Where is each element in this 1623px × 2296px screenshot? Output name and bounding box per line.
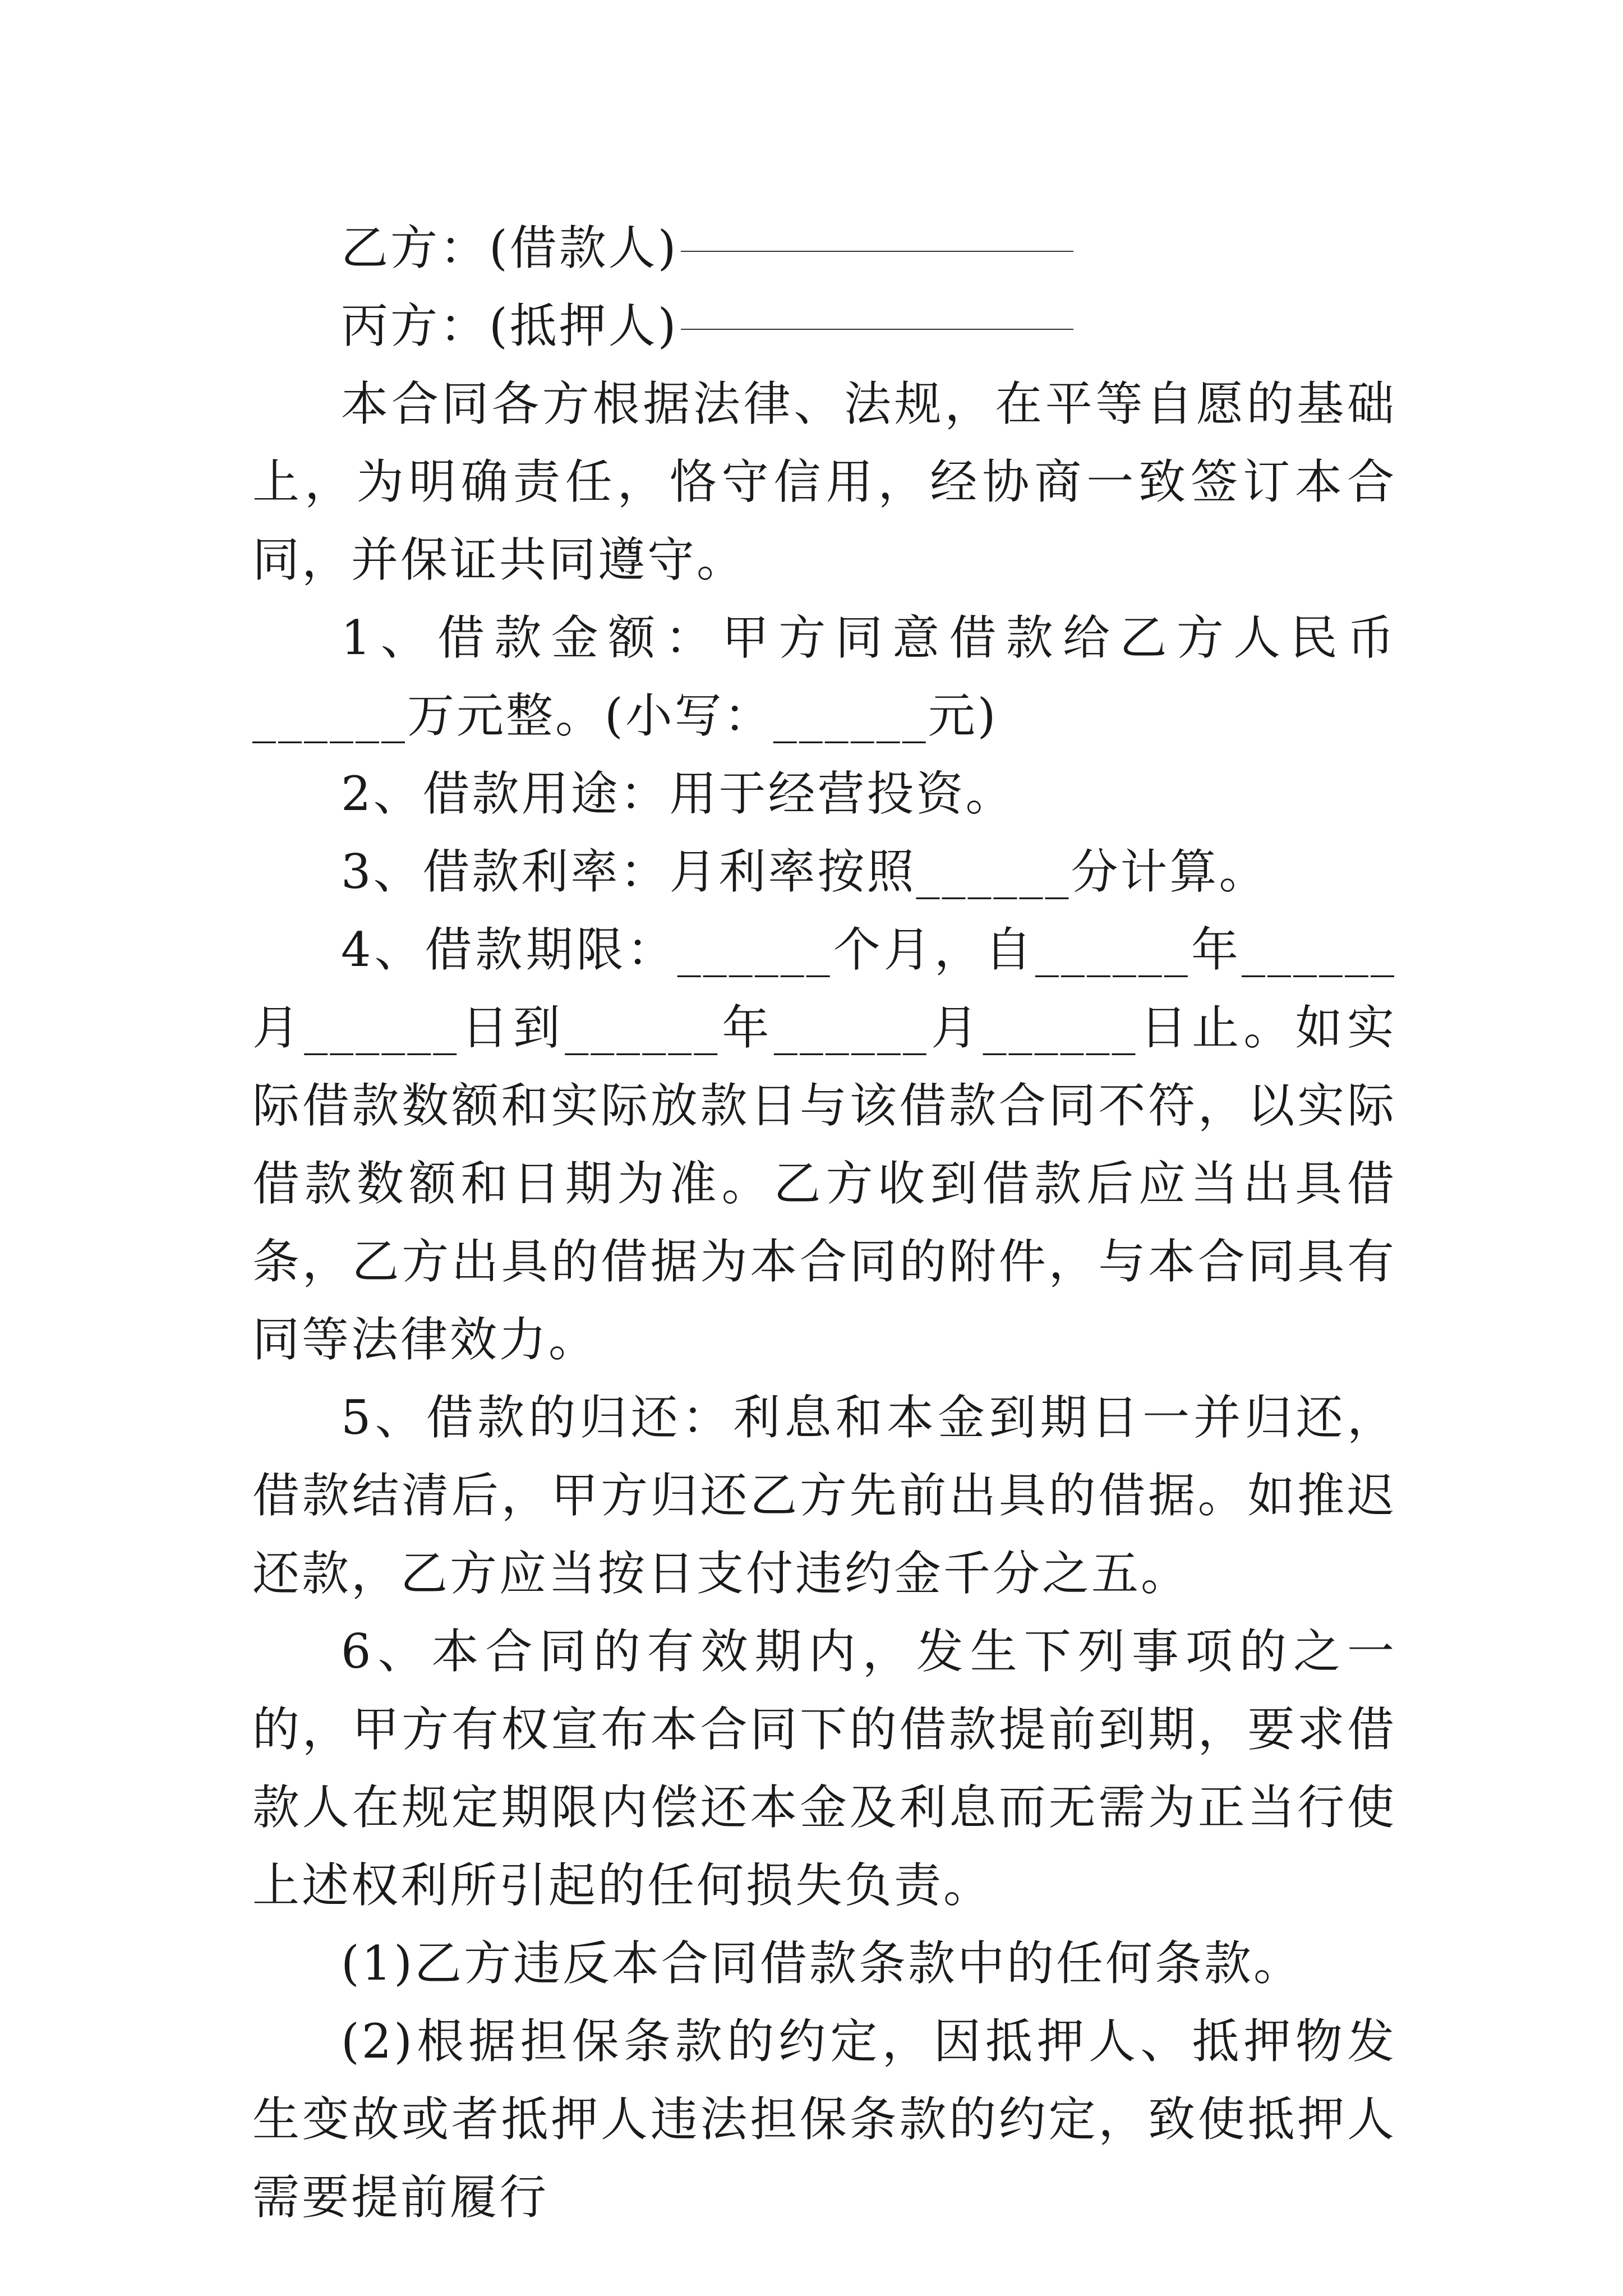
party-c-line <box>252 287 1396 365</box>
clause-acceleration: 6、本合同的有效期内，发生下列事项的之一的，甲方有权宣布本合同下的借款提前到期，要求借款人在规定期限内偿还本金及利息而无需为正当行使上述权利所引起的任何损失负责。 <box>252 1624 1396 1913</box>
party-b-label: 乙方：(借款人) <box>341 220 679 275</box>
clause-loan-purpose: 2、借款用途：用于经营投资。 <box>341 766 1015 821</box>
party-c-label: 丙方：(抵押人) <box>341 298 679 353</box>
party-b-line <box>252 209 1396 287</box>
sub-clause-2: (2)根据担保条款的约定，因抵押人、抵押物发生变故或者抵押人违法担保条款的约定，致使抵押人需要提前履行 <box>252 2014 1396 2225</box>
clause-repayment: 5、借款的归还：利息和本金到期日一并归还，借款结清后，甲方归还乙方先前出具的借据。如推迟还款，乙方应当按日支付违约金千分之五。 <box>252 1390 1396 1601</box>
party-c-blank <box>681 328 1073 330</box>
clause-interest-rate: 3、借款利率：月利率按照______分计算。 <box>341 844 1269 899</box>
sub-clause-1: (1)乙方违反本合同借款条款中的任何条款。 <box>341 1936 1303 1991</box>
clause-loan-amount: 1、借款金额：甲方同意借款给乙方人民币______万元整。(小写：______元) <box>252 610 1396 743</box>
contract-body <box>252 209 1396 2237</box>
party-b-blank <box>681 250 1073 252</box>
preamble-paragraph: 本合同各方根据法律、法规，在平等自愿的基础上，为明确责任，恪守信用，经协商一致签订本合同，并保证共同遵守。 <box>252 376 1396 587</box>
clause-loan-term: 4、借款期限：______个月，自______年______月______日到______年______月______日止。如实际借款数额和实际放款日与该借款合同不符，以实际借款数额和日期为准。乙方收到借款后应当出具借条，乙方出具的借据为本合同的附件，与本合同具有同等法律效力。 <box>252 922 1396 1367</box>
